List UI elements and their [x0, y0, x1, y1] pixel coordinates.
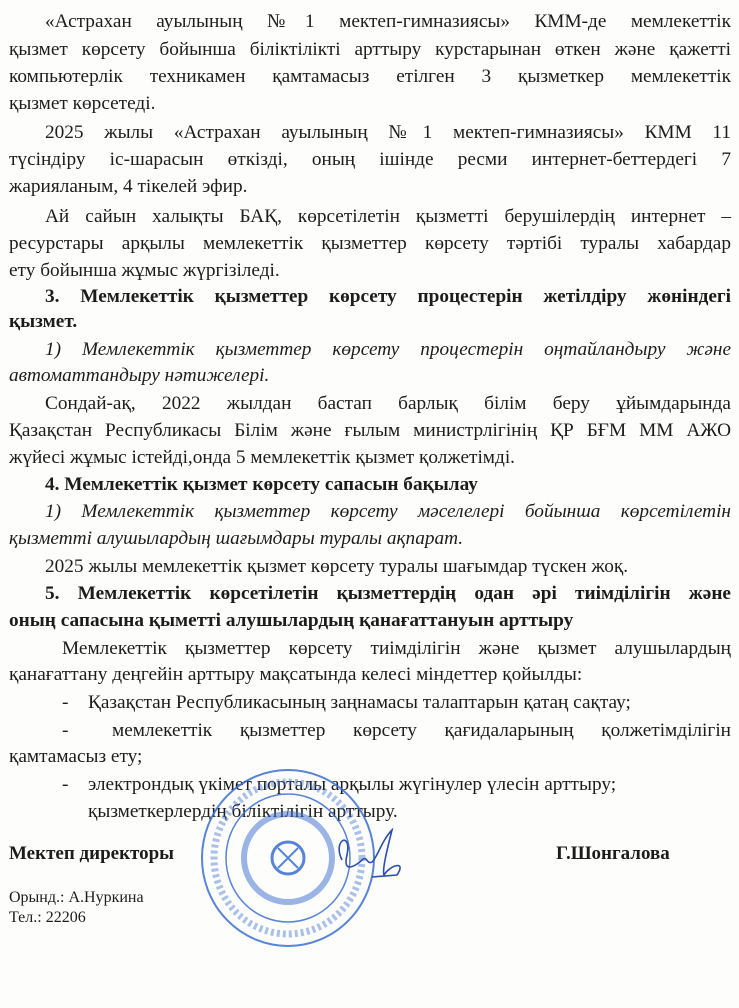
text-line: ету бойынша жұмыс жүргізіледі. — [9, 260, 280, 281]
list-item: электрондық үкімет порталы арқылы жүгінулер үлесін арттыру; — [88, 774, 617, 795]
text-line: қызмет көрсету бойынша біліктілікті арттыру курстарынан өткен және қажетті — [9, 39, 731, 60]
text-line: Қазақстан Республикасы Білім және ғылым министрлігінің ҚР БҒМ ММ АЖО — [9, 420, 731, 441]
text-line: Мемлекеттік қызметтер көрсету тиімділігін және қызмет алушылардың — [62, 638, 731, 659]
section-heading-5: 5. Мемлекеттік көрсетілетін қызметтердің одан әрі тиімділігін және — [45, 583, 731, 604]
signer-name: Г.Шонгалова — [556, 843, 670, 864]
text-line: Ай сайын халықты БАҚ, көрсетілетін қызметті берушілердің интернет – — [45, 206, 731, 227]
list-item: мемлекеттік қызметтер көрсету қағидаларының қолжетімділігін — [112, 720, 731, 741]
handwritten-signature — [312, 820, 412, 890]
text-line: «Астрахан ауылының №1 мектеп-гимназиясы» КММ-де мемлекеттік — [45, 11, 731, 32]
list-dash: - — [62, 720, 69, 741]
text-line: жарияланым, 4 тікелей эфир. — [9, 176, 248, 197]
text-line: жүйесі жұмыс істейді,онда 5 мемлекеттік қызмет қолжетімді. — [9, 447, 515, 468]
text-line: қанағаттану деңгейін арттыру мақсатында келесі міндеттер қойылды: — [9, 664, 583, 685]
section-heading-3: 3. Мемлекеттік қызметтер көрсету процестерін жетілдіру жөніндегі — [45, 286, 731, 307]
section-heading-5-cont: оның сапасына қыметті алушылардың қанағаттануын арттыру — [9, 610, 574, 631]
subsection-title-cont: қызметті алушылардың шағымдары туралы ақпарат. — [9, 528, 464, 549]
subsection-title-cont: автоматтандыру нәтижелері. — [9, 365, 270, 386]
text-line: компьютерлік техникамен қамтамасыз етілген 3 қызметкер мемлекеттік — [9, 66, 731, 87]
subsection-title: 1) Мемлекеттік қызметтер көрсету мәселелері бойынша көрсетілетін — [45, 501, 731, 522]
text-line: ресурстары арқылы мемлекеттік қызметтер көрсету тәртібі туралы хабардар — [9, 233, 731, 254]
list-item: Қазақстан Республикасының заңнамасы талаптарын қатаң сақтау; — [88, 692, 631, 713]
text-line: 2025 жылы мемлекеттік қызмет көрсету туралы шағымдар түскен жоқ. — [45, 556, 629, 577]
list-item-cont: қамтамасыз ету; — [9, 746, 143, 767]
list-dash: - — [62, 774, 69, 795]
list-dash: - — [62, 692, 69, 713]
subsection-title: 1) Мемлекеттік қызметтер көрсету процестерін оңтайландыру және — [45, 339, 731, 360]
text-line: 2025 жылы «Астрахан ауылының №1 мектеп-гимназиясы» КММ 11 — [45, 122, 731, 143]
text-line: Сондай-ақ, 2022 жылдан бастап барлық білім беру ұйымдарында — [45, 393, 731, 414]
phone: Тел.: 22206 — [9, 909, 86, 926]
section-heading-4: 4. Мемлекеттік қызмет көрсету сапасын бақылау — [45, 474, 478, 495]
signer-position: Мектеп директоры — [9, 843, 175, 864]
list-item: қызметкерлердің біліктілігін арттыру. — [88, 801, 398, 822]
executor: Орынд.: А.Нуркина — [9, 889, 144, 906]
text-line: түсіндіру іс-шарасын өткізді, оның ішінде ресми интернет-беттердегі 7 — [9, 149, 731, 170]
section-heading-3-cont: қызмет. — [9, 311, 78, 332]
text-line: қызмет көрсетеді. — [9, 93, 156, 114]
